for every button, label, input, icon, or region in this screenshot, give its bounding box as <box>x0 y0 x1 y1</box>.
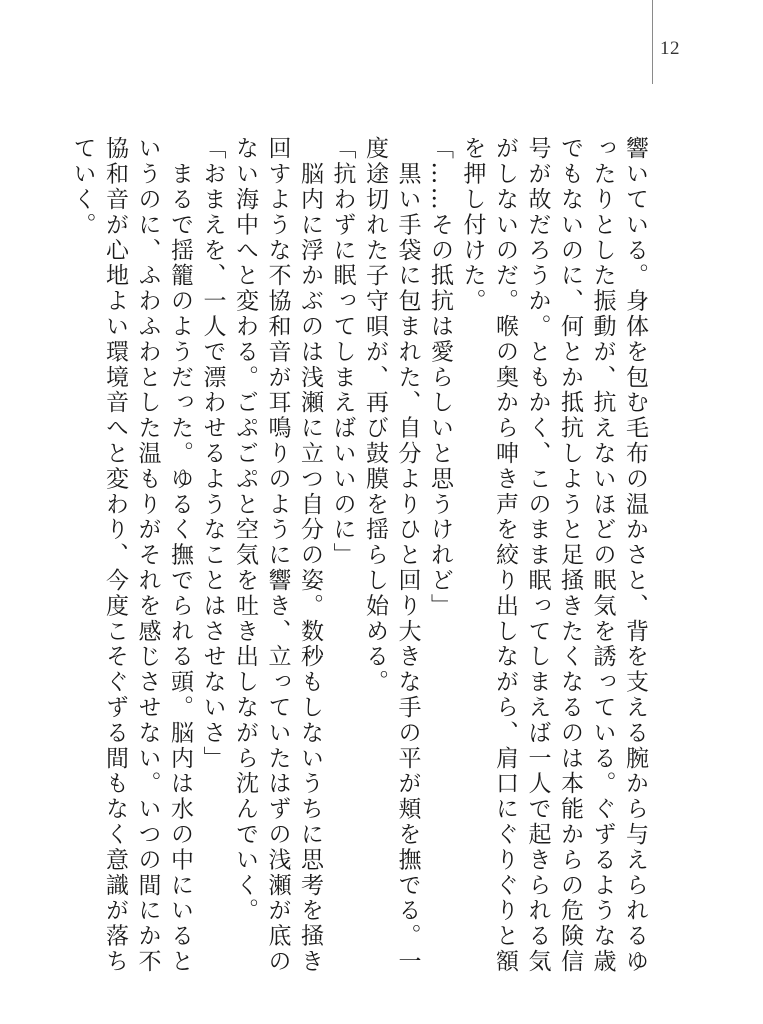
vertical-body-text <box>66 136 651 986</box>
dialogue-line: 「おまえを、一人で漂わせるようなことはさせないさ」 <box>199 136 226 771</box>
paragraph: 黒い手袋に包まれた、自分よりひと回り大きな手の平が頬を撫でる。一度途切れた子守唄が、再び鼓膜を揺らし始める。 <box>362 136 421 975</box>
paragraph: 響いている。身体を包む毛布の温かさと、背を支える腕から与えられるゆったりとした振動が、抗えないほどの眠気を誘っている。ぐずるような歳でもないのに、何とか抵抗しようと足掻きたくなるのは本能からの危険信号が故だろうか。ともかく、このまま眠ってしまえば一人で起きられる気がしないのだ。喉の奥から呻き声を絞り出しながら、肩口にぐりぐりと額を押し付けた。 <box>459 136 648 975</box>
paragraph: 脳内に浮かぶのは浅瀬に立つ自分の姿。数秒もしないうちに思考を掻き回すような不協和音が耳鳴りのように響き、立っていたはずの浅瀬が底のない海中へと変わる。ごぷごぷと空気を吐き出しながら沈んでいく。 <box>232 136 323 975</box>
page-number: 12 <box>660 38 680 59</box>
dialogue-line: 「抗わずに眠ってしまえばいいのに」 <box>329 136 356 568</box>
paragraph: まるで揺籠のようだった。ゆるく撫でられる頭。脳内は水の中にいるというのに、ふわふわとした温もりがそれを感じさせない。いつの間にか不協和音が心地よい環境音へと変わり、今度こそぐずる間もなく意識が落ちていく。 <box>69 136 193 975</box>
dialogue-line: 「……その抵抗は愛らしいと思うけれど」 <box>427 136 453 619</box>
page-header-divider <box>652 0 653 84</box>
